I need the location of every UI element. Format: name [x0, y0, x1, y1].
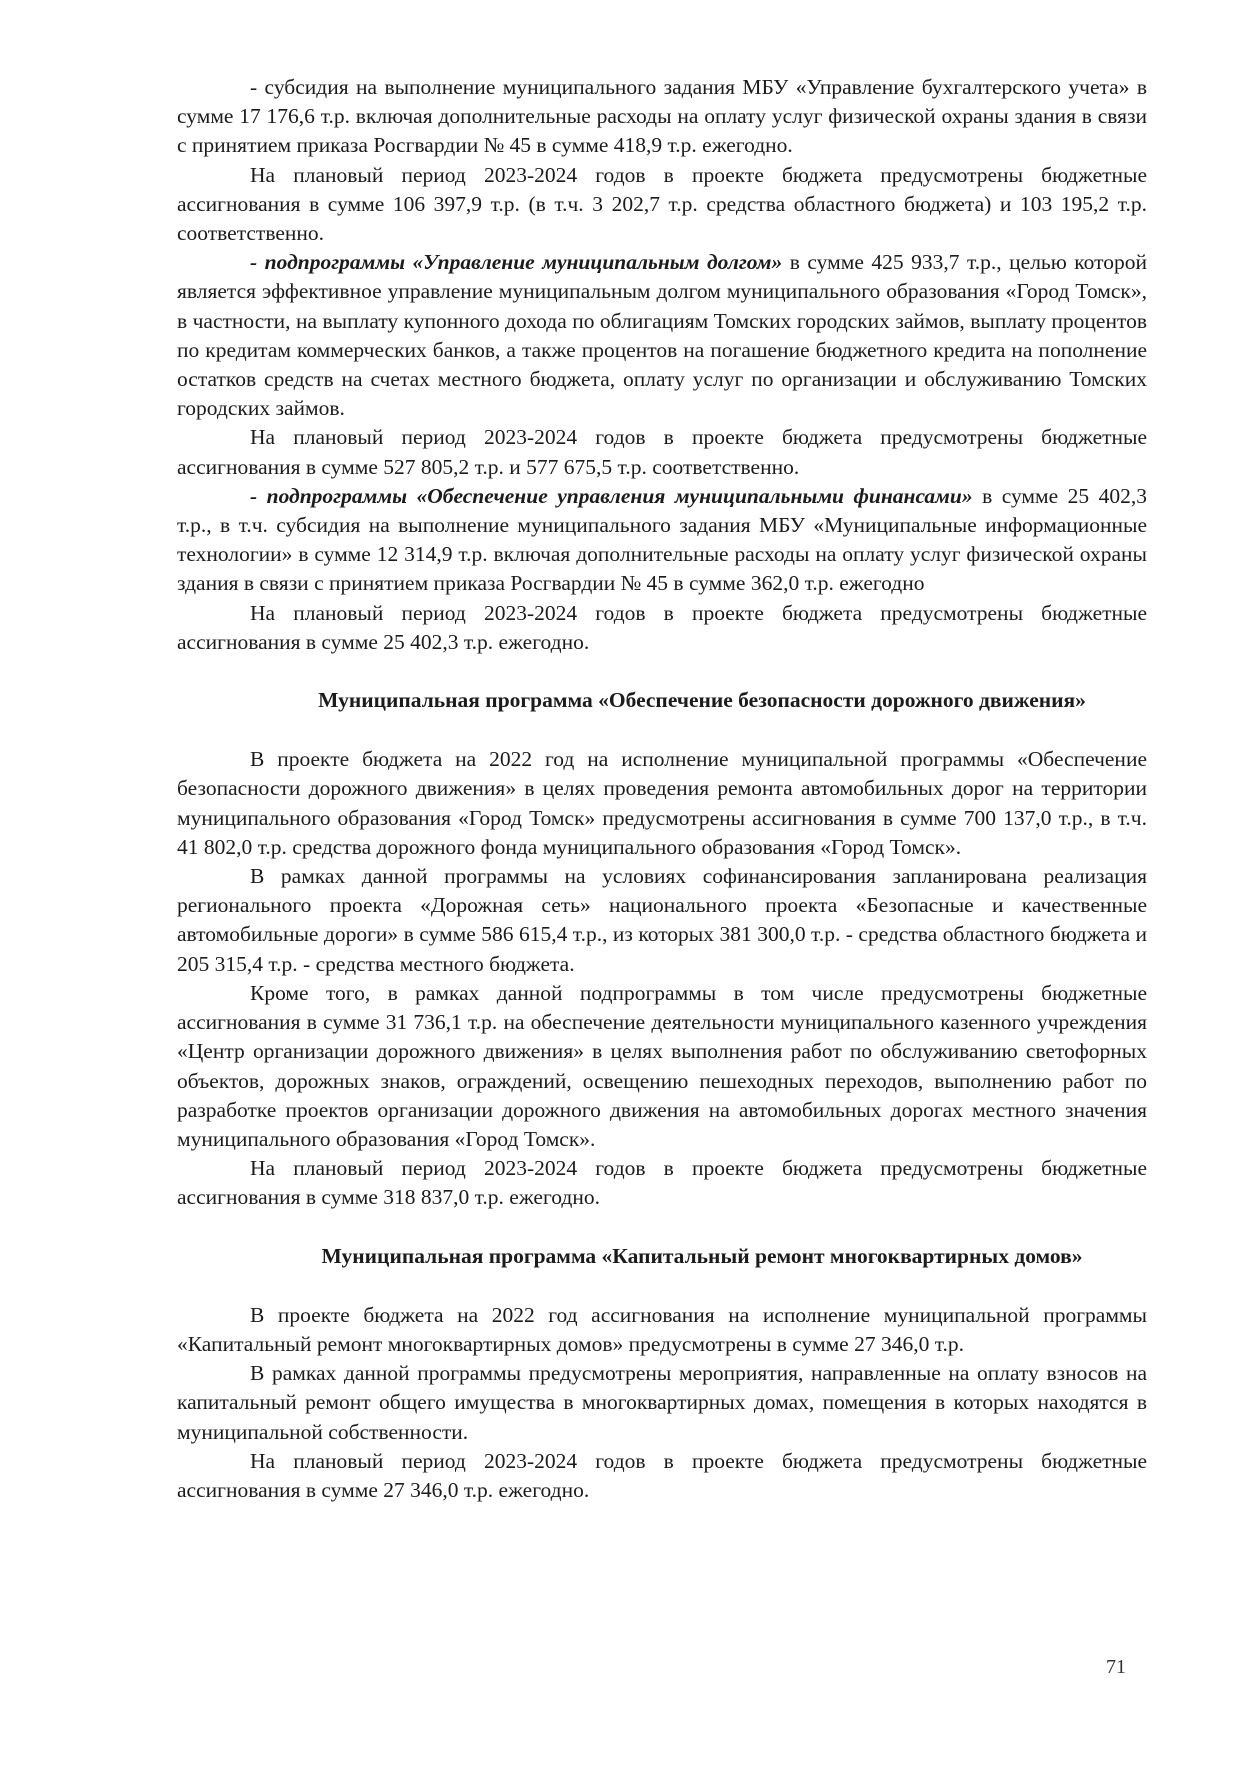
section-heading-road-safety: Муниципальная программа «Обеспечение безопасности дорожного движения»	[318, 688, 1086, 713]
paragraph-subsidy-accounting: - субсидия на выполнение муниципального задания МБУ «Управление бухгалтерского учета» в сумме 17 176,6 т.р. включая дополнительные расходы на оплату услуг физической охраны здания в связи с принятием приказа Росгвардии № 45 в сумме 418,9 т.р. ежегодно.	[177, 75, 1147, 158]
subprogram-text-finance: в сумме 25 402,3 т.р., в т.ч. субсидия на выполнение муниципального задания МБУ «Муниципальные информационные технологии» в сумме 12 314,9 т.р. включая дополнительные расходы на оплату услуг физической охраны здания в связи с принятием приказа Росгвардии № 45 в сумме 362,0 т.р. ежегодно	[177, 483, 1147, 596]
subprogram-title-finance: - подпрограммы «Обеспечение управления муниципальными финансами»	[250, 483, 973, 508]
subprogram-title-debt: - подпрограммы «Управление муниципальным долгом»	[250, 250, 783, 275]
paragraph-road-safety-budget: В проекте бюджета на 2022 год на исполнение муниципальной программы «Обеспечение безопасности дорожного движения» в целях проведения ремонта автомобильных дорог на территории муниципального образования «Город Томск» предусмотрены ассигнования в сумме 700 137,0 т.р., в т.ч. 41 802,0 т.р. средства дорожного фонда муниципального образования «Город Томск».	[177, 747, 1147, 859]
page-number: 71	[1106, 1656, 1126, 1678]
paragraph-planning-period-4: На плановый период 2023-2024 годов в проекте бюджета предусмотрены бюджетные ассигнования в сумме 318 837,0 т.р. ежегодно.	[177, 1156, 1147, 1210]
paragraph-road-network-project: В рамках данной программы на условиях софинансирования запланирована реализация регионального проекта «Дорожная сеть» национального проекта «Безопасные и качественные автомобильные дороги» в сумме 586 615,4 т.р., из которых 381 300,0 т.р. - средства областного бюджета и 205 315,4 т.р. - средства местного бюджета.	[177, 864, 1147, 976]
section-heading-capital-repair: Муниципальная программа «Капитальный ремонт многоквартирных домов»	[321, 1243, 1083, 1268]
paragraph-planning-period-5: На плановый период 2023-2024 годов в проекте бюджета предусмотрены бюджетные ассигнования в сумме 27 346,0 т.р. ежегодно.	[177, 1448, 1147, 1502]
paragraph-capital-repair-budget: В проекте бюджета на 2022 год ассигнования на исполнение муниципальной программы «Капитальный ремонт многоквартирных домов» предусмотрены в сумме 27 346,0 т.р.	[177, 1302, 1147, 1356]
page-body	[177, 73, 1147, 1505]
paragraph-planning-period-2: На плановый период 2023-2024 годов в проекте бюджета предусмотрены бюджетные ассигнования в сумме 527 805,2 т.р. и 577 675,5 т.р. соответственно.	[177, 425, 1147, 479]
paragraph-finance-subprogram	[177, 482, 1147, 599]
paragraph-traffic-center: Кроме того, в рамках данной подпрограммы в том числе предусмотрены бюджетные ассигнования в сумме 31 736,1 т.р. на обеспечение деятельности муниципального казенного учреждения «Центр организации дорожного движения» в целях выполнения работ по обслуживанию светофорных объектов, дорожных знаков, ограждений, освещению пешеходных переходов, выполнению работ по разработке проектов организации дорожного движения на автомобильных дорогах местного значения муниципального образования «Город Томск».	[177, 980, 1147, 1151]
paragraph-planning-period-1: На плановый период 2023-2024 годов в проекте бюджета предусмотрены бюджетные ассигнования в сумме 106 397,9 т.р. (в т.ч. 3 202,7 т.р. средства областного бюджета) и 103 195,2 т.р. соответственно.	[177, 162, 1147, 246]
paragraph-capital-repair-measures: В рамках данной программы предусмотрены мероприятия, направленные на оплату взносов на капитальный ремонт общего имущества в многоквартирных домах, помещения в которых находятся в муниципальной собственности.	[177, 1361, 1147, 1444]
paragraph-debt-subprogram	[177, 248, 1147, 423]
subprogram-text-debt: в сумме 425 933,7 т.р., целью которой является эффективное управление муниципальным долгом муниципального образования «Город Томск», в частности, на выплату купонного дохода по облигациям Томских городских займов, выплату процентов по кредитам коммерческих банков, а также процентов на погашение бюджетного кредита на пополнение остатков средств на счетах местного бюджета, оплату услуг по организации и обслуживанию Томских городских займов.	[177, 250, 1147, 421]
paragraph-planning-period-3: На плановый период 2023-2024 годов в проекте бюджета предусмотрены бюджетные ассигнования в сумме 25 402,3 т.р. ежегодно.	[177, 600, 1147, 654]
